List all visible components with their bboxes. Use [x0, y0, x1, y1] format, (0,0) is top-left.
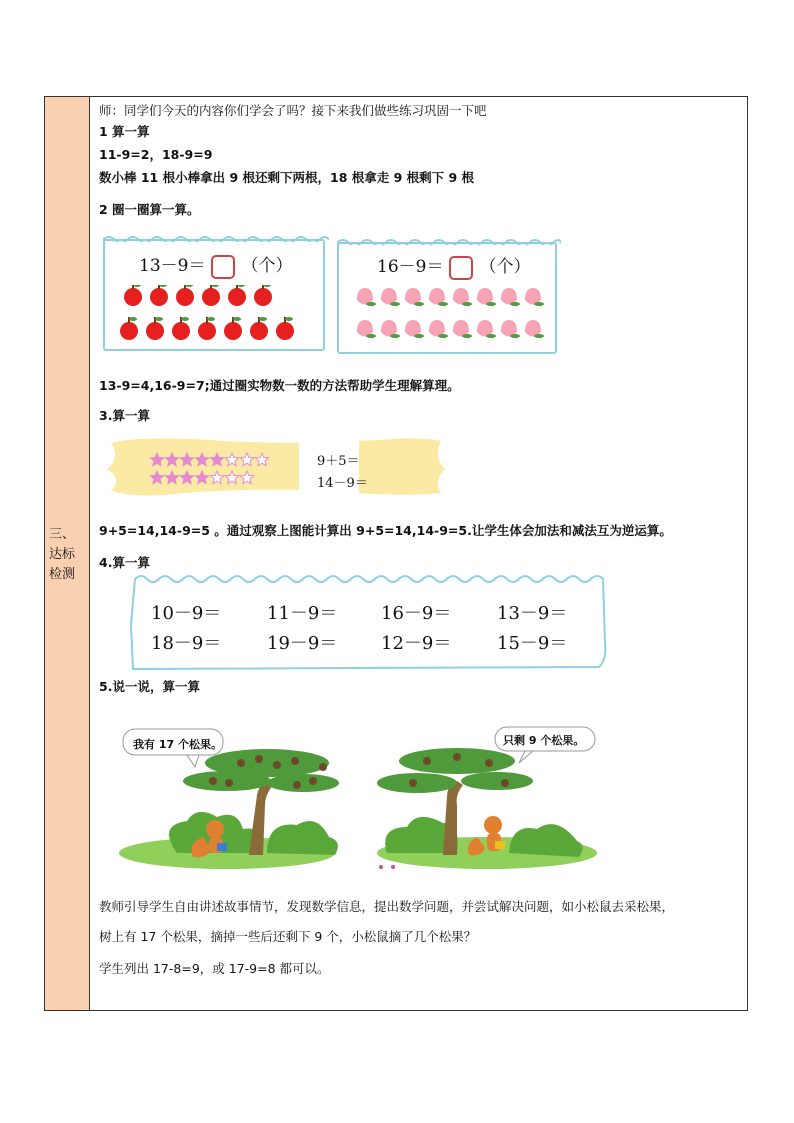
section-title-line1: 达标 — [49, 547, 76, 562]
q3-title: 3.算一算 — [99, 408, 150, 423]
apple-icon — [254, 285, 272, 306]
filled-star-icon — [165, 453, 178, 466]
apple-icon — [198, 317, 216, 340]
empty-star-icon — [240, 471, 253, 484]
filled-star-icon — [165, 471, 178, 484]
q4-eq-3: 16－9＝ — [381, 603, 452, 624]
peach-icon — [477, 320, 496, 338]
peach-equation-left: 16－9＝ — [377, 257, 444, 277]
apple-icon — [228, 285, 246, 306]
peach-icon — [381, 288, 400, 306]
peach-equation — [377, 252, 530, 280]
torn-edge-decoration — [337, 237, 561, 245]
empty-star-icon — [225, 471, 238, 484]
filled-star-icon — [150, 471, 163, 484]
left-speech-bubble: 我有 17 个松果。 — [133, 738, 222, 751]
q4-eq-1: 10－9＝ — [151, 603, 222, 624]
right-speech-bubble: 只剩 9 个松果。 — [503, 734, 585, 747]
q5-answer: 学生列出 17-8=9，或 17-9=8 都可以。 — [99, 961, 330, 976]
q4-eq-4: 13－9＝ — [497, 603, 568, 624]
peach-icon — [405, 288, 424, 306]
q5-explain-2: 树上有 17 个松果，摘掉一些后还剩下 9 个，小松鼠摘了几个松果？ — [99, 929, 477, 944]
peach-icon — [405, 320, 424, 338]
apple-icon — [146, 317, 164, 340]
peach-icon — [501, 320, 520, 338]
filled-star-icon — [195, 471, 208, 484]
peach-icon — [525, 320, 544, 338]
peach-icon — [453, 288, 472, 306]
empty-star-icon — [225, 453, 238, 466]
q3-equation-card — [299, 439, 368, 497]
empty-star-icon — [240, 453, 253, 466]
star-rows — [149, 450, 279, 492]
q5-title: 5.说一说，算一算 — [99, 679, 200, 694]
right-scene — [377, 727, 597, 869]
apple-icon — [202, 285, 220, 306]
q3-answer: 9+5=14,14-9=5 。通过观察上图能计算出 9+5=14,14-9=5.让学生体会加法和减法互为逆运算。 — [99, 523, 672, 538]
lesson-table — [44, 96, 748, 1011]
peach-icon — [357, 320, 376, 338]
q2-answer: 13-9=4,16-9=7;通过圈实物数一数的方法帮助学生理解算理。 — [99, 378, 460, 393]
q4-eq-5: 18－9＝ — [151, 633, 222, 654]
q4-title: 4.算一算 — [99, 555, 150, 570]
q1-answer: 11-9=2，18-9=9 — [99, 147, 213, 162]
empty-star-icon — [255, 453, 268, 466]
peach-icon — [525, 288, 544, 306]
section-label — [49, 525, 89, 585]
q2-title: 2 圈一圈算一算。 — [99, 202, 200, 217]
peach-icon — [429, 320, 448, 338]
empty-star-icon — [210, 471, 223, 484]
peach-answer-box[interactable] — [449, 256, 473, 280]
q3-eq2: 14－9＝ — [317, 476, 368, 491]
filled-star-icon — [180, 453, 193, 466]
apple-icon — [276, 317, 294, 340]
apple-panel — [103, 239, 325, 351]
filled-star-icon — [195, 453, 208, 466]
filled-star-icon — [150, 453, 163, 466]
peach-icon — [429, 288, 448, 306]
filled-star-icon — [180, 471, 193, 484]
apple-icon — [120, 317, 138, 340]
q4-eq-7: 12－9＝ — [381, 633, 452, 654]
apple-icon — [172, 317, 190, 340]
peach-icon — [357, 288, 376, 306]
q1-explain: 数小棒 11 根小棒拿出 9 根还剩下两根，18 根拿走 9 根剩下 9 根 — [99, 170, 475, 185]
apple-answer-box[interactable] — [211, 255, 235, 279]
section-title-line2: 检测 — [49, 567, 76, 582]
q5-explain-1: 教师引导学生自由讲述故事情节，发现数学信息，提出数学问题，并尝试解决问题，如小松鼠去采松果， — [99, 899, 675, 914]
torn-edge-decoration — [103, 234, 329, 242]
q4-eq-6: 19－9＝ — [267, 633, 338, 654]
section-label-cell — [45, 97, 90, 1010]
apple-group — [119, 285, 309, 345]
apple-icon — [150, 285, 168, 306]
intro-line: 师：同学们今天的内容你们学会了吗？接下来我们做些练习巩固一下吧 — [99, 103, 487, 118]
peach-panel — [337, 242, 557, 354]
content-cell — [99, 97, 743, 1010]
filled-star-icon — [210, 453, 223, 466]
peach-group — [351, 282, 551, 346]
apple-unit: （个） — [241, 256, 293, 276]
section-number: 三、 — [49, 527, 76, 542]
q4-eq-8: 15－9＝ — [497, 633, 568, 654]
peach-icon — [501, 288, 520, 306]
apple-icon — [250, 317, 268, 340]
q4-panel — [129, 573, 611, 673]
apple-icon — [224, 317, 242, 340]
peach-unit: （个） — [479, 257, 531, 277]
apple-equation-left: 13－9＝ — [139, 256, 206, 276]
q3-eq1: 9＋5＝ — [317, 454, 360, 469]
apple-icon — [124, 285, 142, 306]
apple-icon — [176, 285, 194, 306]
q4-eq-2: 11－9＝ — [267, 603, 338, 624]
peach-icon — [381, 320, 400, 338]
peach-icon — [453, 320, 472, 338]
apple-equation — [139, 251, 292, 279]
q1-title: 1 算一算 — [99, 124, 150, 139]
peach-icon — [477, 288, 496, 306]
